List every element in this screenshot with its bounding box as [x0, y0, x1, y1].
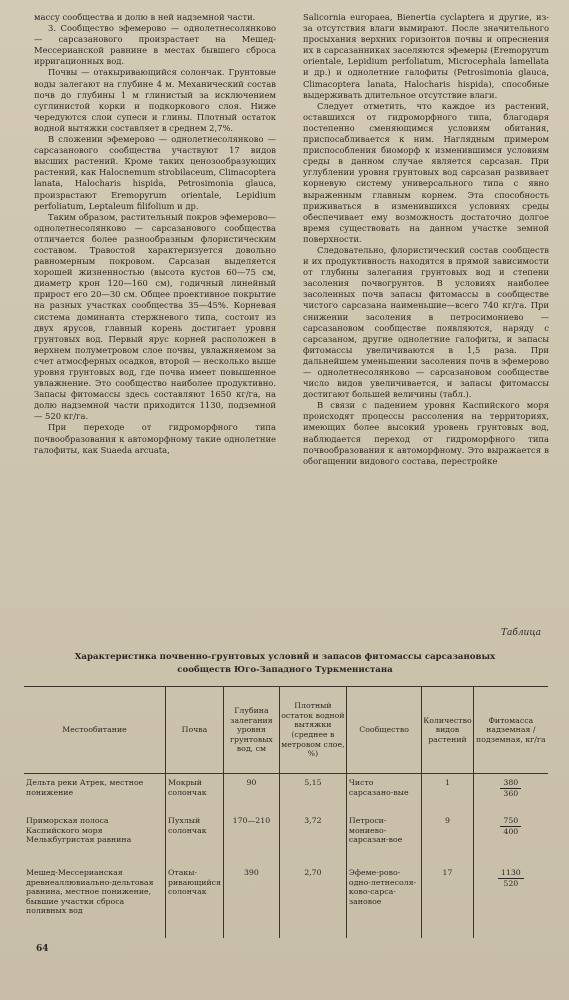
- cell-habitat: Мешед-Мессерианская древнеаллювиально-дельтовая равнина, местное понижение, бывшие участки сброса поливных вод: [26, 868, 154, 916]
- table-title: [30, 651, 540, 677]
- table-title-line: Характеристика почвенно-грунтовых условий и запасов фитомассы сарсазановых: [74, 652, 496, 662]
- left-text-column: [34, 12, 276, 456]
- right-text-column: [303, 12, 549, 467]
- header-species: Количество видов растений: [422, 687, 473, 774]
- header-phytomass: Фитомасса надземная / подземная, кг/га: [473, 687, 548, 774]
- phytomass-above: 750: [500, 816, 521, 827]
- header-depth: Глубина залегания уровня грунтовых вод, см: [223, 687, 279, 774]
- paragraph: Следовательно, флористический состав сообществ и их продуктивность находятся в прямой зависимости от глубины залегания грунтовых вод и степени засоления почвогрунтов. В условиях наиболее засоленных почв запасы фитомассы в сообществе чистого сарсазана наименьшие—всего 740 кг/га. При снижении засоления в петросимониево — сарсазановом сообществе появляются, наряду с сарсазаном, другие однолетние галофиты, и запасы фитомассы увеличиваются в 1,5 раза. При дальнейшем уменьшении засоления почв в эфемерово — однолетнесолянково — сарсазановом сообществе число видов увеличивается, и запасы фитомассы достигают большей величины (табл.).: [303, 244, 549, 400]
- cell-species: 1: [422, 774, 473, 813]
- table-row: [24, 812, 548, 864]
- phytomass-above: 380: [500, 778, 521, 789]
- paragraph: 3. Сообщество эфемерово — однолетнесолянково — сарсазанового произрастает на Мешед-Мессерианской равнине в местах бывшего сброса ирригационных вод.: [34, 23, 276, 67]
- paragraph: В связи с падением уровня Каспийского моря происходят процессы рассоления на территориях, имеющих более высокий уровень грунтовых вод, наблюдается переход от гидроморфного типа почвообразования к автоморфному. Это выражается в обогащении видового состава, перестройке: [303, 400, 549, 466]
- header-habitat: Местообитание: [24, 687, 166, 774]
- cell-species: 9: [422, 812, 473, 864]
- cell-soil: Пухлый солончак: [166, 812, 224, 864]
- cell-phytomass: [473, 774, 548, 813]
- paragraph: В сложении эфемерово — однолетнесолянково — сарсазанового сообщества участвуют 17 видов высших растений. Кроме таких ценозообразующих растений, как Halocnemum strobilaceum, Climacoptera lanata, Halocharis hispida, Petrosimonia glauca, произрастают Eremopyrum orientale, Lepidium perfoliatum, Leptaleum filifolium и др.: [34, 134, 276, 211]
- table-header-row: [24, 687, 548, 774]
- phytomass-fraction: [498, 868, 524, 889]
- cell-phytomass: [473, 812, 548, 864]
- cell-community: Эфеме-рово-одно-летнесоля-ково-сарса-зановое: [346, 864, 421, 938]
- phytomass-fraction: [500, 778, 521, 799]
- cell-community: Петроси-мониево-сарсазан-вое: [346, 812, 421, 864]
- cell-species: 17: [422, 864, 473, 938]
- page-number: 64: [36, 944, 49, 954]
- cell-depth: 170—210: [223, 812, 279, 864]
- cell-residue: 3,72: [279, 812, 346, 864]
- paragraph: Следует отметить, что каждое из растений, оставшихся от гидроморфного типа, благодаря постепенно сменяющимся условиям обитания, приспосабливается к ним. Наглядным примером приспособления биоморф к изменившимся условиям среды в данном случае является сарсазан. При углублении уровня грунтовых вод сарсазан развивает корневую систему универсального типа с явно выраженным главным корнем. Эта способность приживаться в изменившихся условиях среды обеспечивает ему возможность достаточно долгое время существовать на данном участке земной поверхности.: [303, 100, 549, 244]
- header-soil: Почва: [166, 687, 224, 774]
- header-residue: Плотный остаток водной вытяжки (среднее в метровом слое, %): [279, 687, 346, 774]
- cell-residue: 5,15: [279, 774, 346, 813]
- table-row: [24, 864, 548, 938]
- phytomass-fraction: [500, 816, 521, 837]
- cell-community: Чисто сарсазано-вые: [346, 774, 421, 813]
- cell-soil: Мокрый солончак: [166, 774, 224, 813]
- cell-habitat: Приморская полоса Каспийского моря Мелькбугристая равнина: [26, 816, 132, 845]
- cell-habitat: Дельта реки Атрек, местное понижение: [26, 778, 144, 797]
- cell-soil: Отакы-ривающийся солончак: [166, 864, 224, 938]
- phytomass-below: 520: [503, 879, 519, 888]
- cell-residue: 2,70: [279, 864, 346, 938]
- phytomass-below: 360: [503, 789, 519, 798]
- cell-depth: 390: [223, 864, 279, 938]
- table-title-line: сообществ Юго-Западного Туркменистана: [177, 665, 393, 675]
- phytomass-below: 400: [503, 827, 519, 836]
- paragraph: массу сообщества и долю в ней надземной части.: [34, 12, 256, 22]
- table-label: Таблица: [500, 628, 541, 638]
- header-community: Сообщество: [346, 687, 421, 774]
- paragraph: При переходе от гидроморфного типа почвообразования к автоморфному такие однолетние галофиты, как Suaeda arcuata,: [34, 422, 276, 455]
- paragraph: Salicornia europaea, Bienertia cyclaptera и другие, из-за отсутствия влаги вымирают. После значительного просыхания верхних горизонтов почвы и опреснения их в сарсазанниках заселяются эфемеры (Eremopyrum orientale, Lepidium perfoliatum, Microcephala lamellata и др.) и однолетние галофиты (Petrosimonia glauca, Climacoptera lanata, Halocharis hispida), способные выдерживать длительное отсутствие влаги.: [303, 12, 549, 100]
- paragraph: Таким образом, растительный покров эфемерово—однолетнесолянково — сарсазанового сообщества отличается более разнообразным флористическим составом. Травостой характеризуется довольно равномерным покровом. Сарсазан выделяется хорошей жизненностью (высота кустов 60—75 см, диаметр крон 120—160 см), годичный линейный прирост его 20—30 см. Общее проективное покрытие на разных участках сообщества 35—45%. Корневая система доминанта стержневого типа, состоит из двух ярусов, главный корень достигает уровня грунтовых вод. Первый ярус корней расположен в верхнем полуметровом слое почвы, увлажняемом за счет атмосферных осадков, второй — несколько выше уровня грунтовых вод, где почва имеет повышенное увлажнение. Это сообщество наиболее продуктивно. Запасы фитомассы здесь составляют 1650 кг/га, на долю надземной части приходится 1130, подземной — 520 кг/га.: [34, 211, 276, 422]
- cell-phytomass: [473, 864, 548, 938]
- table-row: [24, 774, 548, 813]
- cell-depth: 90: [223, 774, 279, 813]
- phytomass-table: [24, 686, 548, 938]
- phytomass-above: 1130: [498, 868, 524, 879]
- paragraph: Почвы — отакыривающийся солончак. Грунтовые воды залегают на глубине 4 м. Механический состав почв до глубины 1 м глинистый за исключением суглинистой корки и подкоркового слоя. Ниже чередуются слои супеси и глины. Плотный остаток водной вытяжки составляет в среднем 2,7%.: [34, 67, 276, 133]
